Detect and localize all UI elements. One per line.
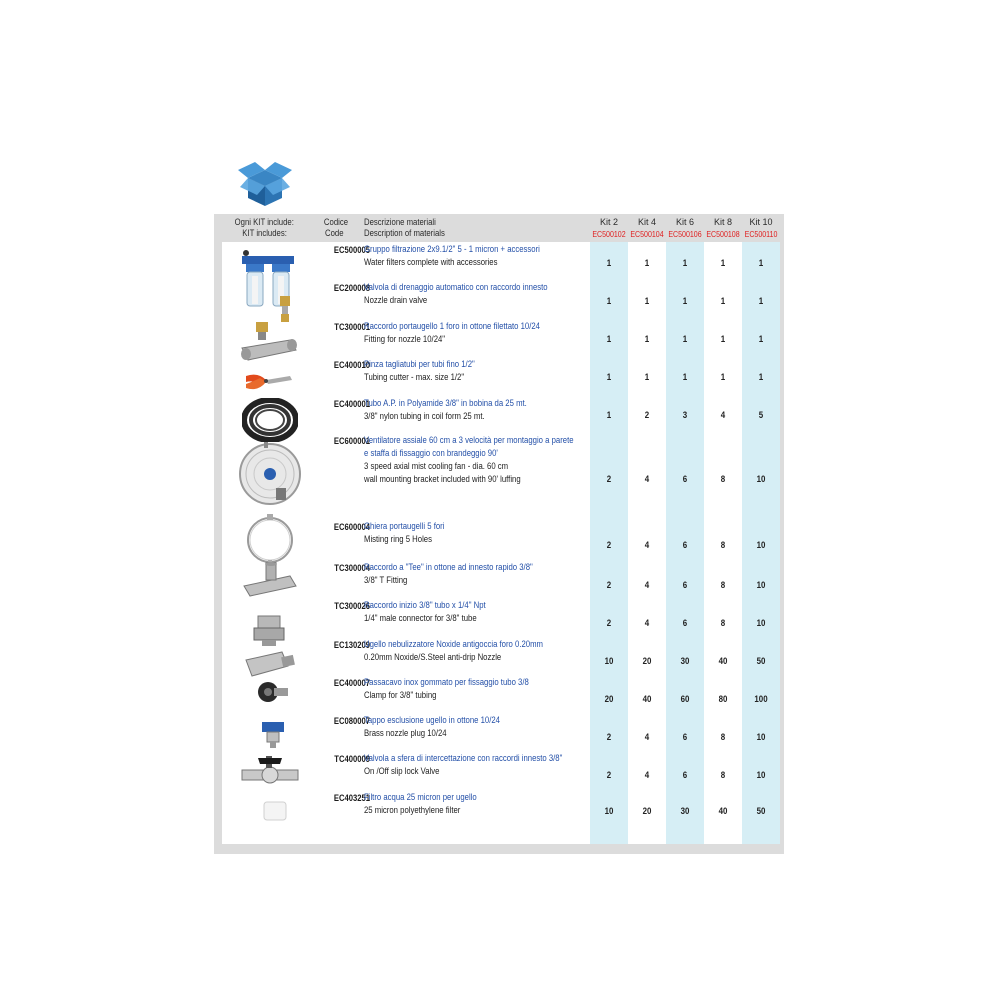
code-label-en: Code [325,228,344,238]
description-italian: Valvola di drenaggio automatico con raccordo innesto [364,282,548,292]
kit-quantity: 1 [606,372,612,382]
description-english: 0.20mm Noxide/S.Steel anti-drip Nozzle [364,652,502,662]
kit-code: EC500102 [592,230,626,239]
kit-quantity: 6 [682,580,688,590]
kit-quantity: 1 [606,410,612,420]
description-english: 3 speed axial mist cooling fan - dia. 60 cm [364,461,509,471]
kit-quantity: 5 [758,410,764,420]
description-english: 3/8" nylon tubing in coil form 25 mt. [364,411,485,421]
kit-quantity: 60 [680,694,690,704]
kit-quantity: 1 [758,258,764,268]
kit-quantity: 1 [758,372,764,382]
kit-label: Kit 2 [599,217,618,227]
kit-quantity: 40 [642,694,652,704]
description-italian: Gruppo filtrazione 2x9.1/2" 5 - 1 micron + accessori [364,244,540,254]
kit-quantity: 8 [720,540,726,550]
kit-quantity: 4 [644,618,650,628]
kit-label: Kit 8 [713,217,732,227]
description-italian: Passacavo inox gommato per fissaggio tubo 3/8 [364,677,529,687]
kit-quantity: 10 [756,618,766,628]
ball-valve-icon [240,754,300,795]
item-code: EC400007 [333,678,370,688]
kit-quantity: 4 [644,474,650,484]
open-box-logo-icon [236,158,294,208]
tubing-cutter-icon [244,370,294,397]
kit-code: EC500104 [630,230,664,239]
kit-quantity: 6 [682,770,688,780]
kit-quantity: 10 [604,806,614,816]
description-english: 3/8" T Fitting [364,575,408,585]
kit-quantity: 8 [720,474,726,484]
kit-code: EC500110 [744,230,778,239]
description-italian: Raccordo inizio 3/8" tubo x 1/4" Npt [364,600,486,610]
kit-quantity: 2 [606,540,612,550]
description-italian: Tappo esclusione ugello in ottone 10/24 [364,715,500,725]
kit-quantity: 6 [682,540,688,550]
kit-quantity: 10 [756,540,766,550]
description-english: Tubing cutter - max. size 1/2" [364,372,465,382]
desc-label-it: Descrizione materiali [364,217,436,227]
kit-quantity: 30 [680,656,690,666]
kit-quantity: 6 [682,618,688,628]
kit-quantity: 1 [682,258,688,268]
kit-quantity: 4 [644,732,650,742]
description-italian: e staffa di fissaggio con brandeggio 90' [364,448,498,458]
item-code: EC600004 [333,522,370,532]
misting-ring-icon [242,514,298,569]
kit-quantity: 1 [644,372,650,382]
kit-quantity: 2 [606,580,612,590]
kit-quantity: 1 [682,334,688,344]
kit-quantity: 2 [606,474,612,484]
description-italian: Ugello nebulizzatore Noxide antigoccia foro 0.20mm [364,639,543,649]
kit-quantity: 4 [644,580,650,590]
kit-quantity: 4 [720,410,726,420]
kit-quantity: 1 [720,372,726,382]
includes-label-it: Ogni KIT include: [234,217,294,227]
kit-quantity: 3 [682,410,688,420]
kit-quantity: 10 [604,656,614,666]
description-english: Brass nozzle plug 10/24 [364,728,447,738]
kit-quantity: 20 [604,694,614,704]
kit-quantity: 20 [642,806,652,816]
kit-quantity: 1 [606,296,612,306]
desc-label-en: Description of materials [364,228,445,238]
item-code: TC300004 [334,563,370,573]
kit-quantity: 1 [720,258,726,268]
description-italian: Valvola a sfera di intercettazione con raccordi innesto 3/8" [364,753,563,763]
kit-quantity: 1 [720,296,726,306]
item-code: EC200008 [333,283,370,293]
tee-fitting-icon [242,562,298,607]
kit-quantity: 8 [720,732,726,742]
kit-quantity: 2 [606,618,612,628]
nozzle-plug-icon [258,720,288,755]
kit-quantity: 1 [758,334,764,344]
clamp-icon [254,680,290,711]
code-label-it: Codice [323,217,348,227]
kit-quantity: 1 [644,258,650,268]
kit-quantity: 10 [756,474,766,484]
description-english: Clamp for 3/8" tubing [364,690,437,700]
item-code: EC403251 [333,793,370,803]
kit-quantity: 40 [718,656,728,666]
kit-label: Kit 10 [749,217,773,227]
item-code: EC080007 [333,716,370,726]
kit-quantity: 1 [606,258,612,268]
kit-quantity: 2 [606,732,612,742]
description-italian: Tubo A.P. in Polyamide 3/8" in bobina da 25 mt. [364,398,527,408]
description-english: On /Off slip lock Valve [364,766,440,776]
kit-quantity: 10 [756,580,766,590]
includes-label-en: KIT includes: [242,228,287,238]
male-connector-icon [252,614,288,653]
kit-quantity: 40 [718,806,728,816]
kit-quantity: 6 [682,474,688,484]
kit-quantity: 10 [756,732,766,742]
kit-quantity: 2 [606,770,612,780]
kit-code: EC500108 [706,230,740,239]
kit-quantity: 80 [718,694,728,704]
kit-quantity: 8 [720,618,726,628]
drain-valve-icon [278,296,292,327]
description-english: 25 micron polyethylene filter [364,805,461,815]
kit-quantity: 20 [642,656,652,666]
kit-quantity: 1 [606,334,612,344]
kit-quantity: 1 [644,296,650,306]
item-code: TC400009 [334,754,370,764]
description-italian: Raccordo a "Tee" in ottone ad innesto rapido 3/8" [364,562,533,572]
description-english: 1/4" male connector for 3/8" tube [364,613,477,623]
kit-quantity: 50 [756,656,766,666]
water-filter-icon [262,800,288,827]
item-code: TC300001 [334,322,370,332]
kit-quantity: 50 [756,806,766,816]
kit-code: EC500106 [668,230,702,239]
kit-quantity: 6 [682,732,688,742]
description-english: Misting ring 5 Holes [364,534,432,544]
item-code: EC500005 [333,245,370,255]
description-italian: Filtro acqua 25 micron per ugello [364,792,477,802]
kit-quantity: 4 [644,770,650,780]
kit-quantity: 1 [682,296,688,306]
description-italian: Ventilatore assiale 60 cm a 3 velocità per montaggio a parete [364,435,574,445]
description-english: Fitting for nozzle 10/24" [364,334,446,344]
kit-quantity: 30 [680,806,690,816]
kit-quantity: 1 [758,296,764,306]
kit-quantity: 10 [756,770,766,780]
item-code: TC300026 [334,601,370,611]
description-italian: Ghiera portaugelli 5 fori [364,521,445,531]
item-code: EC400001 [333,399,370,409]
kit-contents-table [214,214,784,854]
item-code: EC400010 [333,360,370,370]
description-english: Water filters complete with accessories [364,257,498,267]
kit-label: Kit 6 [675,217,694,227]
kit-quantity: 4 [644,540,650,550]
nozzle-fitting-icon [240,320,300,371]
item-code: EC130209 [333,640,370,650]
kit-quantity: 1 [720,334,726,344]
kit-quantity: 100 [754,694,768,704]
kit-quantity: 8 [720,580,726,590]
kit-quantity: 1 [644,334,650,344]
description-english: Nozzle drain valve [364,295,428,305]
description-italian: Pinza tagliatubi per tubi fino 1/2" [364,359,475,369]
kit-quantity: 1 [682,372,688,382]
description-italian: Raccordo portaugello 1 foro in ottone filettato 10/24 [364,321,540,331]
item-code: EC600001 [333,436,370,446]
description-english: wall mounting bracket included with 90' luffing [364,474,521,484]
kit-quantity: 2 [644,410,650,420]
fan-icon [238,436,302,517]
kit-label: Kit 4 [637,217,656,227]
kit-quantity: 8 [720,770,726,780]
